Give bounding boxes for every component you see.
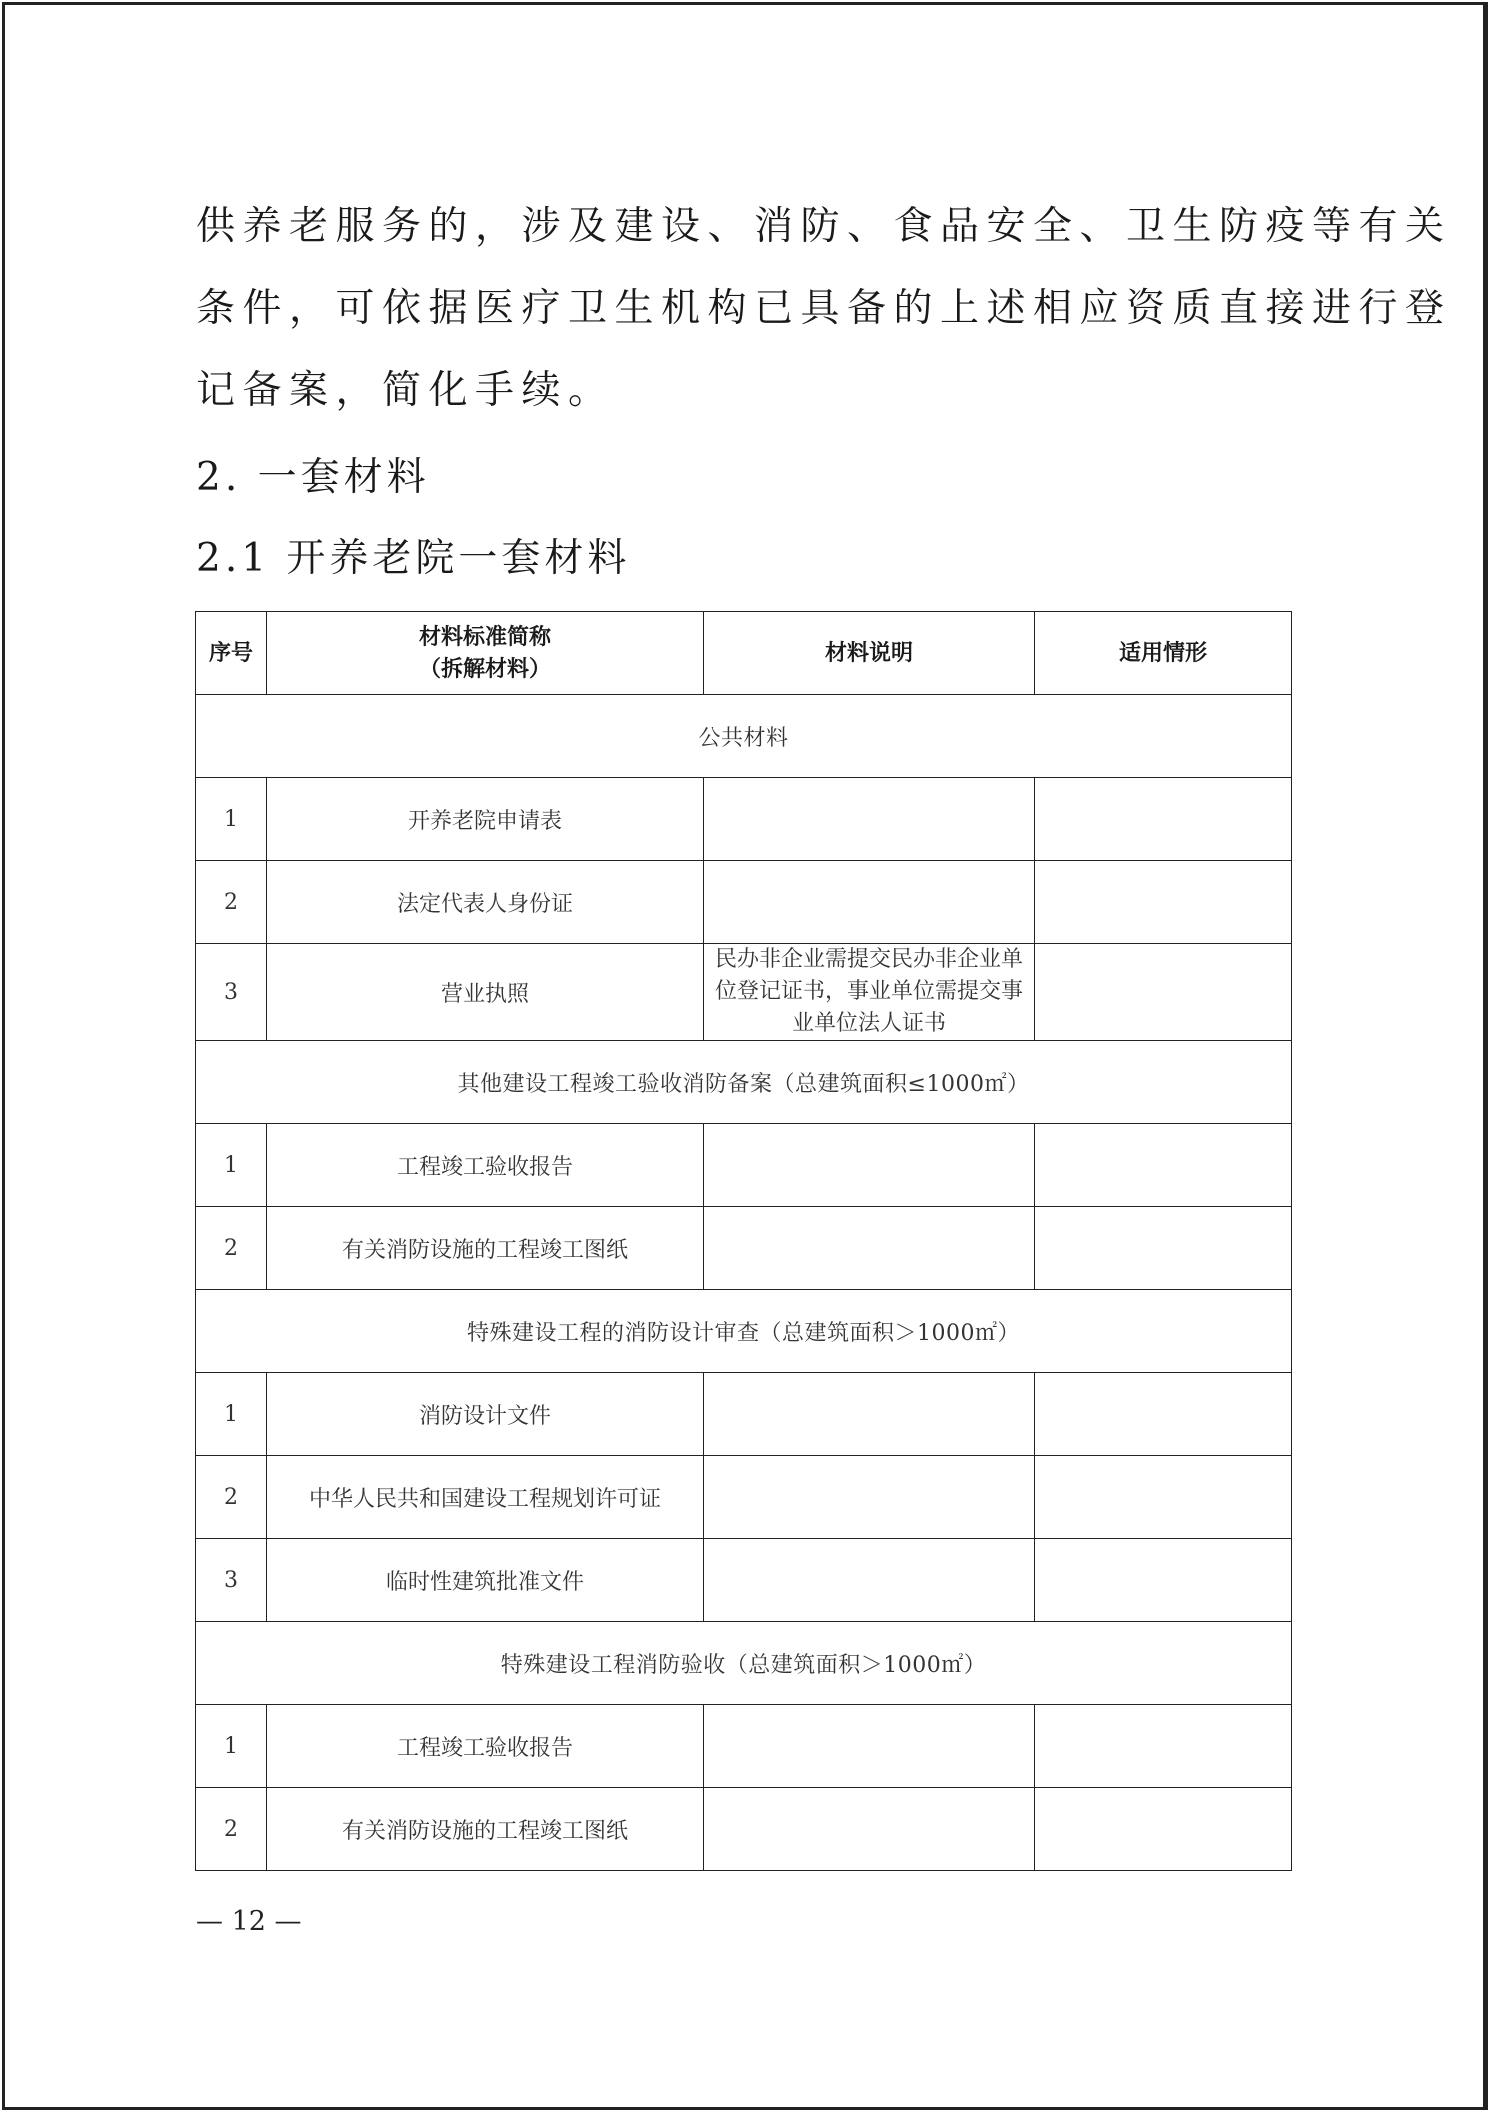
table-row xyxy=(196,1788,1292,1871)
cell-applicability xyxy=(1035,944,1292,1041)
cell-description xyxy=(704,1207,1035,1290)
materials-table xyxy=(195,611,1292,1871)
cell-index: 2 xyxy=(196,1456,267,1539)
header-applicability: 适用情形 xyxy=(1035,612,1292,695)
cell-applicability xyxy=(1035,778,1292,861)
cell-index: 1 xyxy=(196,1373,267,1456)
table-header-row xyxy=(196,612,1292,695)
cell-name: 工程竣工验收报告 xyxy=(267,1705,704,1788)
cell-index: 1 xyxy=(196,1705,267,1788)
cell-name: 开养老院申请表 xyxy=(267,778,704,861)
header-index: 序号 xyxy=(196,612,267,695)
cell-description xyxy=(704,1788,1035,1871)
cell-applicability xyxy=(1035,861,1292,944)
cell-name: 营业执照 xyxy=(267,944,704,1041)
cell-name: 临时性建筑批准文件 xyxy=(267,1539,704,1622)
cell-name: 工程竣工验收报告 xyxy=(267,1124,704,1207)
section-row xyxy=(196,1290,1292,1373)
cell-description xyxy=(704,1539,1035,1622)
section-row xyxy=(196,1622,1292,1705)
cell-description xyxy=(704,778,1035,861)
cell-index: 1 xyxy=(196,778,267,861)
table-row xyxy=(196,1705,1292,1788)
header-name-line2: （拆解材料） xyxy=(418,656,551,682)
page-number: — 12 — xyxy=(196,1906,302,1937)
section-title: 其他建设工程竣工验收消防备案（总建筑面积≤1000㎡） xyxy=(196,1041,1292,1124)
table-row xyxy=(196,1373,1292,1456)
cell-description xyxy=(704,1373,1035,1456)
cell-applicability xyxy=(1035,1788,1292,1871)
paragraph-line: 供养老服务的，涉及建设、消防、食品安全、卫生防疫等有关 xyxy=(196,204,1452,249)
table-row xyxy=(196,1124,1292,1207)
cell-applicability xyxy=(1035,1456,1292,1539)
cell-name: 中华人民共和国建设工程规划许可证 xyxy=(267,1456,704,1539)
table-row xyxy=(196,944,1292,1041)
section-row xyxy=(196,1041,1292,1124)
section-heading: 2. 一套材料 xyxy=(196,455,430,500)
section-title: 公共材料 xyxy=(196,695,1292,778)
section-title: 特殊建设工程消防验收（总建筑面积＞1000㎡） xyxy=(196,1622,1292,1705)
cell-index: 2 xyxy=(196,1788,267,1871)
section-title: 特殊建设工程的消防设计审查（总建筑面积＞1000㎡） xyxy=(196,1290,1292,1373)
cell-description xyxy=(704,1705,1035,1788)
cell-name: 法定代表人身份证 xyxy=(267,861,704,944)
table-row xyxy=(196,1539,1292,1622)
cell-index: 3 xyxy=(196,944,267,1041)
table-row xyxy=(196,861,1292,944)
cell-index: 2 xyxy=(196,861,267,944)
cell-applicability xyxy=(1035,1124,1292,1207)
table-row xyxy=(196,778,1292,861)
cell-description xyxy=(704,861,1035,944)
table-body xyxy=(196,695,1292,1871)
paragraph-line: 记备案，简化手续。 xyxy=(196,368,615,413)
cell-description xyxy=(704,1456,1035,1539)
cell-applicability xyxy=(1035,1705,1292,1788)
cell-index: 2 xyxy=(196,1207,267,1290)
cell-index: 1 xyxy=(196,1124,267,1207)
table-row xyxy=(196,1456,1292,1539)
cell-applicability xyxy=(1035,1373,1292,1456)
header-description: 材料说明 xyxy=(704,612,1035,695)
cell-name: 消防设计文件 xyxy=(267,1373,704,1456)
cell-applicability xyxy=(1035,1207,1292,1290)
cell-name: 有关消防设施的工程竣工图纸 xyxy=(267,1788,704,1871)
cell-description xyxy=(704,1124,1035,1207)
section-row xyxy=(196,695,1292,778)
body-paragraph xyxy=(196,186,1452,432)
table-row xyxy=(196,1207,1292,1290)
paragraph-line: 条件，可依据医疗卫生机构已具备的上述相应资质直接进行登 xyxy=(196,286,1452,331)
header-name-line1: 材料标准简称 xyxy=(418,624,551,650)
cell-name: 有关消防设施的工程竣工图纸 xyxy=(267,1207,704,1290)
subsection-heading: 2.1 开养老院一套材料 xyxy=(196,536,631,581)
header-name xyxy=(267,612,704,695)
cell-index: 3 xyxy=(196,1539,267,1622)
cell-description: 民办非企业需提交民办非企业单位登记证书，事业单位需提交事业单位法人证书 xyxy=(704,944,1035,1041)
cell-applicability xyxy=(1035,1539,1292,1622)
